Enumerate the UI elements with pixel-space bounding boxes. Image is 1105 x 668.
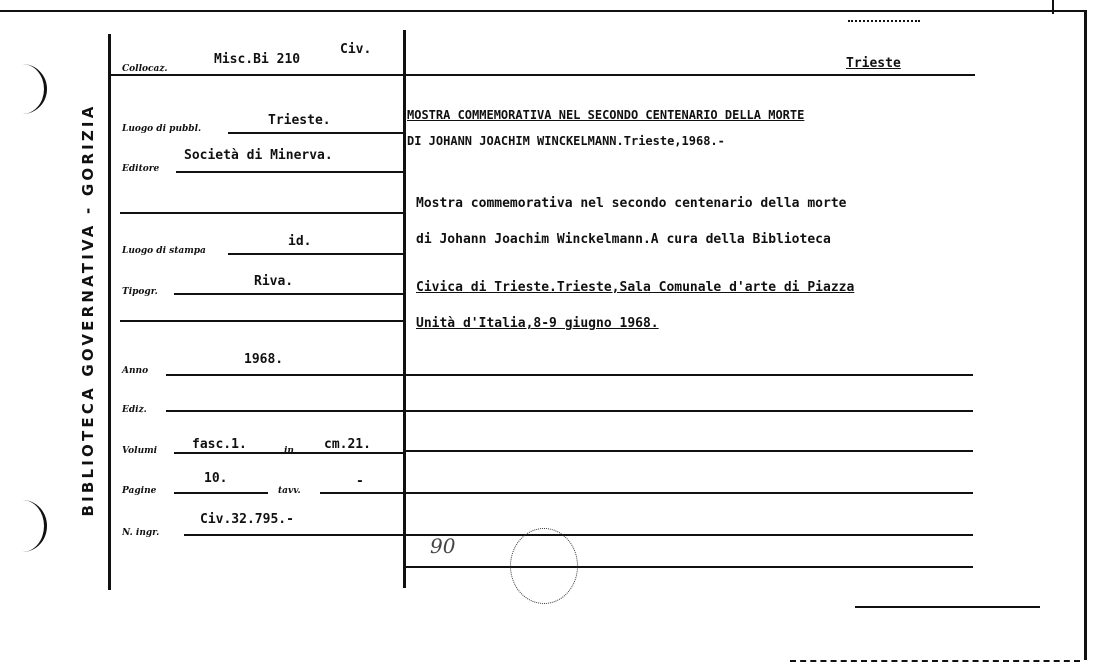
city-name: Trieste <box>846 56 901 71</box>
punch-hole-top <box>0 64 47 114</box>
rule-anno <box>166 374 973 376</box>
rule-luogo-pubbl <box>228 132 403 134</box>
anno-label: Anno <box>122 366 149 376</box>
description-line-1: Mostra commemorativa nel secondo centenario della morte <box>416 196 847 211</box>
anno-value: 1968. <box>244 352 284 367</box>
card-top-border <box>0 10 1085 12</box>
collocazione-label: Collocaz. <box>122 64 168 74</box>
rule-ingr <box>184 534 403 536</box>
tavole-value: - <box>356 474 364 489</box>
rule-luogo-stampa <box>228 253 403 255</box>
tipogr-value: Riva. <box>254 274 294 289</box>
rule-right-6 <box>405 534 973 536</box>
title-line-1: MOSTRA COMMEMORATIVA NEL SECONDO CENTENARIO DELLA MORTE <box>407 108 805 122</box>
sidebar-text: BIBLIOTECA GOVERNATIVA - GORIZIA <box>79 103 97 517</box>
card-top-right-corner <box>1052 0 1054 14</box>
pagine-label: Pagine <box>122 486 157 496</box>
ediz-label: Ediz. <box>122 405 147 415</box>
rule-ediz <box>166 410 403 412</box>
volumi-value: fasc.1. <box>192 437 247 452</box>
punch-hole-bottom <box>0 500 47 552</box>
luogo-pubbl-label: Luogo di pubbl. <box>122 124 202 134</box>
inventory-stamp <box>510 528 578 604</box>
rule-blank-2 <box>120 320 403 322</box>
luogo-pubbl-value: Trieste. <box>268 113 331 128</box>
ingr-label: N. ingr. <box>122 528 160 538</box>
collocazione-suffix: Civ. <box>340 42 372 57</box>
top-dashes <box>848 20 920 22</box>
rule-pagine <box>174 492 268 494</box>
card-right-border <box>1084 10 1087 660</box>
rule-right-5 <box>405 492 973 494</box>
rule-editore <box>176 171 403 173</box>
rule-right-4 <box>405 450 973 452</box>
rule-right-8 <box>855 606 1040 608</box>
rule-tavole <box>320 492 403 494</box>
rule-blank-1 <box>120 212 403 214</box>
rule-right-7 <box>405 566 973 568</box>
rule-right-3 <box>405 410 973 412</box>
bottom-dashes <box>790 660 1080 662</box>
tipogr-label: Tipogr. <box>122 287 158 297</box>
description-line-3: Civica di Trieste.Trieste,Sala Comunale d'arte di Piazza <box>416 280 855 295</box>
ingr-value: Civ.32.795.- <box>200 512 294 527</box>
description-line-2: di Johann Joachim Winckelmann.A cura della Biblioteca <box>416 232 831 247</box>
rule-tipogr <box>174 293 403 295</box>
title-line-2: DI JOHANN JOACHIM WINCKELMANN.Trieste,1968.- <box>407 134 725 148</box>
luogo-stampa-value: id. <box>288 234 312 249</box>
volumi-label: Volumi <box>122 446 158 456</box>
left-rule <box>108 34 111 590</box>
editore-label: Editore <box>122 164 160 174</box>
pagine-value: 10. <box>204 471 228 486</box>
rule-city <box>405 74 975 76</box>
collocazione-value: Misc.Bi 210 <box>214 52 301 67</box>
volumi-in-label: in <box>284 446 294 456</box>
luogo-stampa-label: Luogo di stampa <box>122 246 206 256</box>
middle-rule <box>403 30 406 588</box>
editore-value: Società di Minerva. <box>184 148 333 163</box>
volumi-size: cm.21. <box>324 437 371 452</box>
rule-collocazione <box>110 74 403 76</box>
description-line-4: Unità d'Italia,8-9 giugno 1968. <box>416 316 659 331</box>
tavole-label: tavv. <box>278 486 301 496</box>
stamp-number: 90 <box>430 534 456 558</box>
